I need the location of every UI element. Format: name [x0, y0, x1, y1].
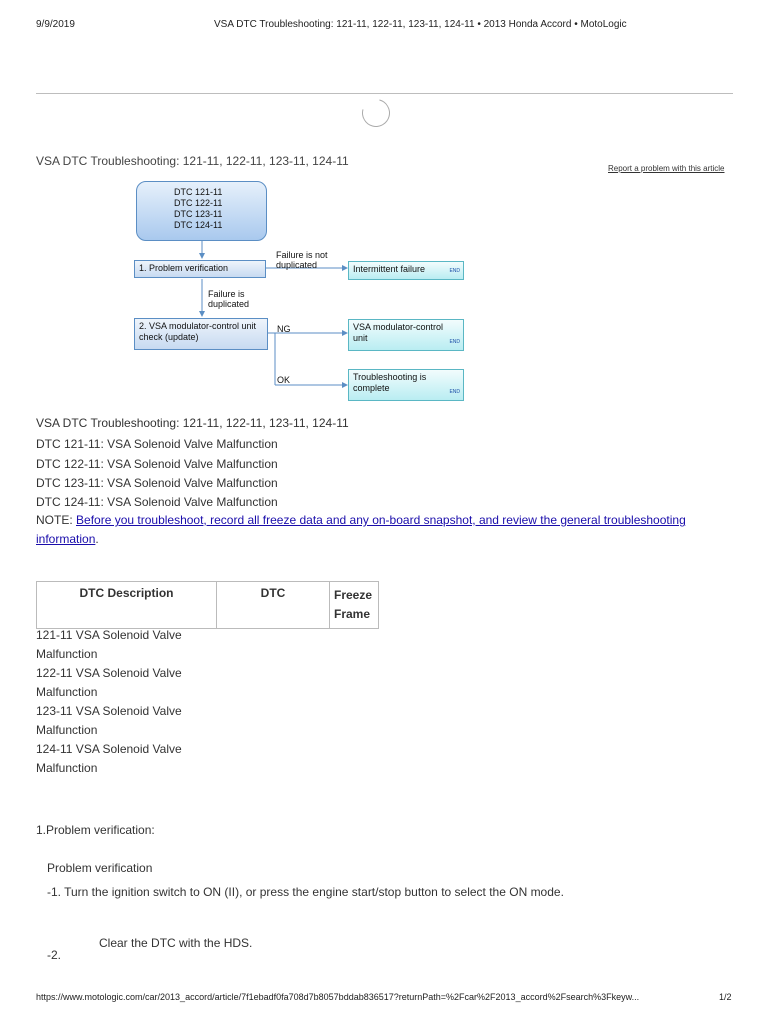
page-url: https://www.motologic.com/car/2013_accord/article/7f1ebadf0fa708d7b8057bddab836517?returnPath=%2Fcar%2F2013_accord%2Fsearch%3Fkeyw... [36, 992, 640, 1002]
dtc-line: DTC 121-11: VSA Solenoid Valve Malfunction [36, 437, 278, 451]
note-paragraph [36, 511, 726, 549]
section-heading: 1.Problem verification: [36, 823, 155, 837]
table-row: 122-11 VSA Solenoid Valve Malfunction [36, 666, 182, 699]
flow-result-label: Intermittent failure [353, 264, 426, 274]
flow-result-label: VSA modulator-control unit [353, 322, 444, 343]
dtc-table [36, 581, 379, 629]
column-header-freeze-frame: Freeze Frame [330, 582, 379, 629]
divider [36, 93, 733, 94]
flow-result-label: Troubleshooting is complete [353, 372, 427, 393]
flow-start-box [136, 181, 267, 241]
flow-label-duplicated: Failure is duplicated [208, 289, 250, 309]
dtc-line: DTC 122-11: VSA Solenoid Valve Malfunction [36, 457, 278, 471]
flow-result-complete [348, 369, 464, 401]
flow-dtc-code: DTC 123-11 [174, 209, 223, 219]
flow-label-ok: OK [277, 375, 291, 385]
flow-result-vsa-unit [348, 319, 464, 351]
loading-spinner-icon [357, 94, 395, 132]
print-date: 9/9/2019 [36, 19, 75, 30]
article-title: VSA DTC Troubleshooting: 121-11, 122-11, 123-11, 124-11 [36, 154, 349, 168]
flow-result-intermittent [348, 261, 464, 280]
print-title: VSA DTC Troubleshooting: 121-11, 122-11, 123-11, 124-11 • 2013 Honda Accord • MotoLogic [214, 19, 627, 30]
column-header-description: DTC Description [37, 582, 217, 629]
report-problem-link[interactable]: Report a problem with this article [608, 164, 725, 173]
flow-dtc-code: DTC 121-11 [174, 187, 223, 197]
page-number: 1/2 [719, 992, 732, 1002]
article-subtitle: VSA DTC Troubleshooting: 121-11, 122-11, 123-11, 124-11 [36, 416, 349, 430]
step-1: -1. Turn the ignition switch to ON (II), or press the engine start/stop button to select the ON mode. [47, 885, 564, 899]
step-2-text: Clear the DTC with the HDS. [99, 936, 253, 950]
flow-end-marker: END [449, 339, 460, 345]
flow-label-not-duplicated: Failure is not duplicated [276, 250, 328, 270]
flow-end-marker: END [449, 389, 460, 395]
step-2-number: -2. [47, 948, 62, 962]
troubleshooting-flowchart [130, 178, 470, 403]
flow-end-marker: END [449, 268, 460, 274]
table-row: 121-11 VSA Solenoid Valve Malfunction [36, 628, 182, 661]
flow-step1-box: 1. Problem verification [134, 260, 266, 278]
note-suffix: . [95, 532, 99, 546]
flow-label-ng: NG [277, 324, 291, 334]
table-header-row [37, 582, 379, 629]
section-subheading: Problem verification [47, 861, 153, 875]
dtc-line: DTC 124-11: VSA Solenoid Valve Malfunction [36, 495, 278, 509]
column-header-dtc: DTC [217, 582, 330, 629]
flow-dtc-code: DTC 124-11 [174, 220, 223, 230]
table-row: 124-11 VSA Solenoid Valve Malfunction [36, 742, 182, 775]
table-row: 123-11 VSA Solenoid Valve Malfunction [36, 704, 182, 737]
flow-step2-box: 2. VSA modulator-control unit check (update) [134, 318, 268, 350]
flow-dtc-code: DTC 122-11 [174, 198, 223, 208]
dtc-line: DTC 123-11: VSA Solenoid Valve Malfunction [36, 476, 278, 490]
troubleshooting-info-link[interactable]: Before you troubleshoot, record all freeze data and any on-board snapshot, and review the general troubleshooting information [36, 513, 686, 546]
note-prefix: NOTE: [36, 513, 77, 527]
